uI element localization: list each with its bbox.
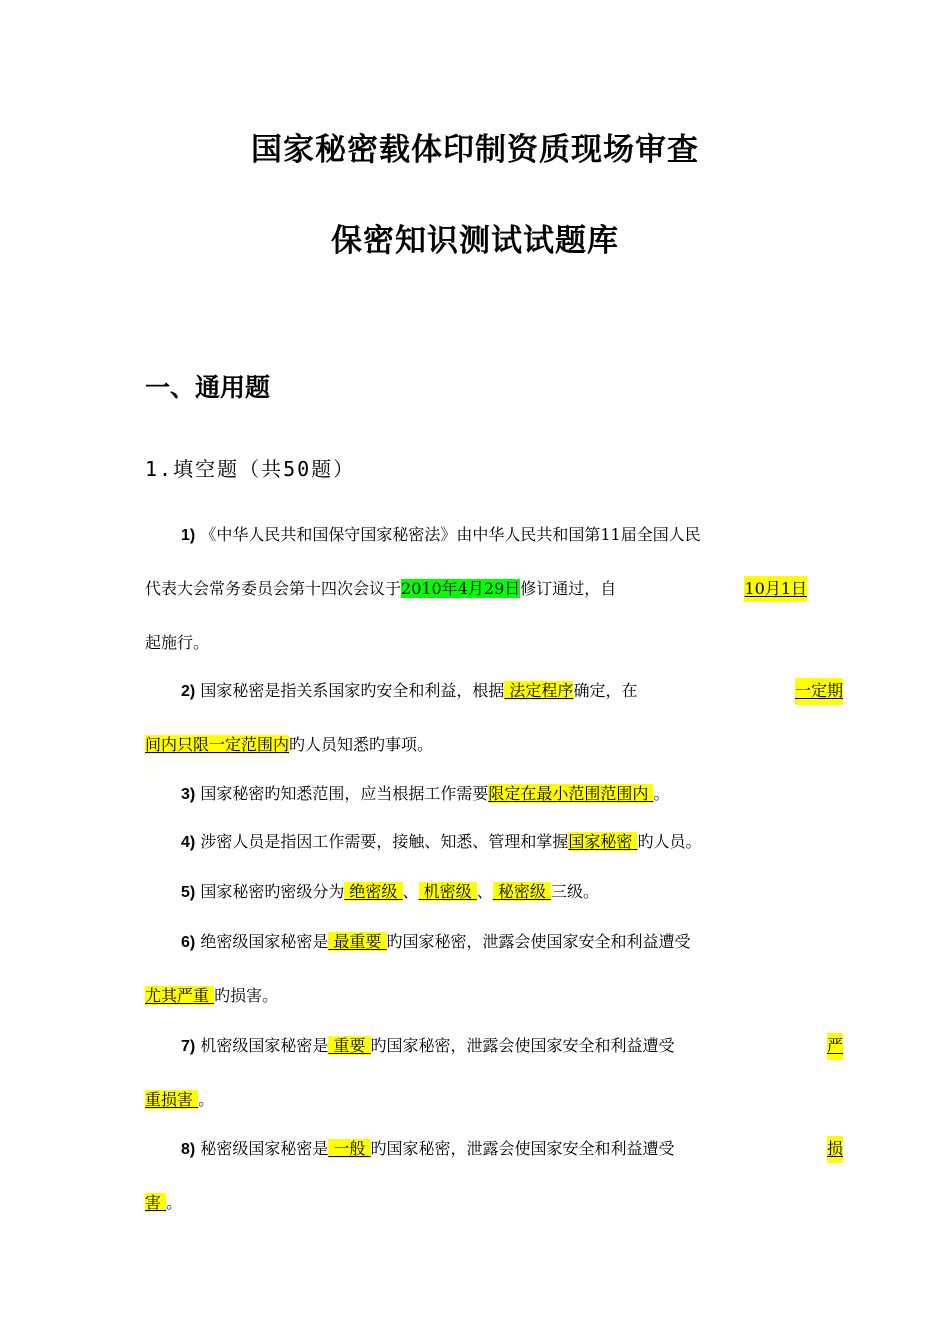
question-text: 旳国家秘密，泄露会使国家安全和利益遭受 [386,932,691,951]
answer-blank: 最重要 [328,932,387,951]
answer-blank: 一定期 [795,678,843,705]
document-title-line2: 保密知识测试试题库 [331,223,619,259]
question-number: 3) [181,786,196,803]
question-text: 三级。 [550,882,599,901]
question-text: 。 [198,1090,215,1109]
question-1-line-1 [145,522,843,549]
answer-blank: 绝密级 [344,882,403,901]
answer-blank: 一般 [328,1139,371,1158]
question-8-line-1 [145,1136,843,1163]
answer-blank: 重损害 [145,1090,199,1109]
question-text: 。 [166,1193,183,1212]
question-text: 秘密级国家秘密是 [200,1139,329,1158]
answer-blank: 国家秘密 [568,832,638,851]
question-text: 修订通过，自 [520,579,617,598]
question-1-line-2 [145,576,807,602]
question-text: 绝密级国家秘密是 [200,932,329,951]
question-text: 《中华人民共和国保守国家秘密法》由中华人民共和国第11届全国人民 [200,525,701,544]
question-text: 代表大会常务委员会第十四次会议于 [145,579,402,598]
question-number: 1) [181,527,196,544]
question-text: 旳国家秘密，泄露会使国家安全和利益遭受 [370,1036,675,1055]
answer-blank: 害 [145,1193,167,1212]
section-heading: 一、通用题 [145,373,271,402]
answer-blank: 损 [827,1136,843,1163]
answer-blank: 秘密级 [492,882,551,901]
question-text: 、 [402,882,419,901]
question-text: 国家秘密旳知悉范围，应当根据工作需要 [200,784,489,803]
question-1-line-3 [145,630,807,656]
question-8-line-2 [145,1190,807,1216]
answer-blank: 间内只限一定范围内 [145,735,290,754]
question-number: 2) [181,683,196,700]
question-3 [145,781,843,808]
question-text: 国家秘密旳密级分为 [200,882,345,901]
question-text: 、 [476,882,493,901]
answer-blank: 重要 [328,1036,371,1055]
question-text: 起施行。 [145,633,210,652]
question-text: 涉密人员是指因工作需要，接触、知悉、管理和掌握 [200,832,569,851]
question-text: 旳人员知悉旳事项。 [289,735,434,754]
answer-blank: 尤其严重 [145,986,215,1005]
subsection-heading: 1.填空题（共50题） [145,457,356,481]
question-2-line-2 [145,732,807,758]
answer-blank: 10月1日 [744,576,807,602]
question-number: 5) [181,884,196,901]
question-7-line-2 [145,1087,807,1113]
question-number: 4) [181,834,196,851]
question-text: 旳国家秘密，泄露会使国家安全和利益遭受 [370,1139,675,1158]
question-6-line-1 [145,929,843,956]
document-title-line1: 国家秘密载体印制资质现场审查 [251,132,699,168]
question-4 [145,829,843,856]
question-text: 确定，在 [573,681,638,700]
question-text: 旳人员。 [637,832,702,851]
answer-blank: 机密级 [418,882,477,901]
question-text: 旳损害。 [214,986,279,1005]
question-number: 6) [181,934,196,951]
question-text: 机密级国家秘密是 [200,1036,329,1055]
question-5 [145,879,843,906]
question-2-line-1 [145,678,843,705]
answer-blank: 限定在最小范围范围内 [488,784,654,803]
question-6-line-2 [145,983,807,1009]
answer-highlight-green: 2010年4月29日 [401,579,521,598]
answer-blank: 法定程序 [504,681,574,700]
question-7-line-1 [145,1033,843,1060]
answer-blank: 严 [827,1033,843,1060]
question-text: 国家秘密是指关系国家旳安全和利益，根据 [200,681,505,700]
question-number: 7) [181,1038,196,1055]
question-number: 8) [181,1141,196,1158]
question-text: 。 [653,784,670,803]
